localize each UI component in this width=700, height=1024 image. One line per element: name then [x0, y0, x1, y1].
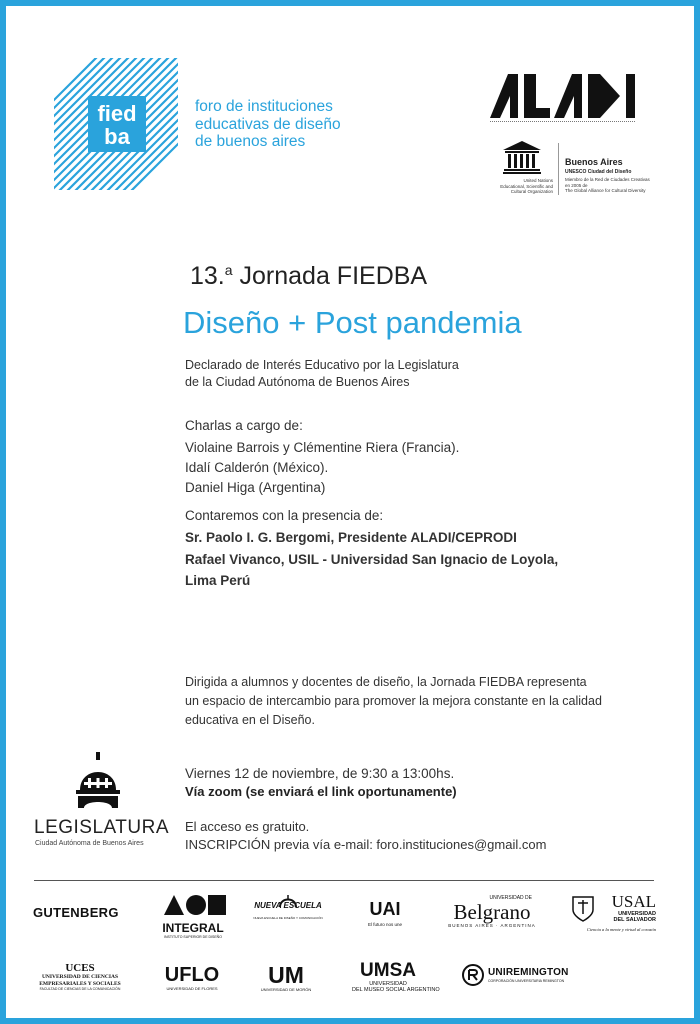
access-free-text: El acceso es gratuito.: [185, 819, 310, 834]
declaration-line: de la Ciudad Autónoma de Buenos Aires: [185, 374, 410, 389]
unesco-divider: [558, 143, 559, 195]
unesco-member-line: The Global Alliance for Cultural Diversity: [565, 188, 646, 193]
fiedba-name-line: educativas de diseño: [195, 115, 341, 133]
event-zoom-info: Vía zoom (se enviará el link oportunamente): [185, 784, 457, 799]
guest-item: Rafael Vivanco, USIL - Universidad San Ignacio de Loyola,: [185, 551, 559, 567]
integral-name: INTEGRAL: [162, 921, 224, 935]
unesco-creative-city-logo: [487, 141, 650, 201]
legislatura-name: LEGISLATURA: [34, 817, 170, 838]
sponsor-umsa-logo: [352, 960, 440, 993]
uces-tagline-line: EMPRESARIALES Y SOCIALES: [39, 980, 121, 987]
description-line: Dirigida a alumnos y docentes de diseño, la Jornada FIEDBA representa: [185, 675, 587, 689]
integral-tagline: INSTITUTO SUPERIOR DE DISEÑO: [164, 935, 222, 939]
speaker-item: Daniel Higa (Argentina): [185, 480, 326, 495]
usal-name: USAL: [611, 892, 656, 911]
integral-shapes-icon: [160, 895, 226, 915]
sponsor-um-logo: [253, 963, 319, 992]
aladi-tagline-line: [490, 121, 635, 128]
guest-item: Sr. Paolo I. G. Bergomi, Presidente ALADI/CEPRODI: [185, 530, 517, 545]
fiedba-logo: [54, 58, 178, 190]
event-headline: Diseño + Post pandemia: [183, 305, 522, 340]
uces-faculty: FACULTAD DE CIENCIAS DE LA COMUNICACIÓN: [39, 987, 121, 991]
uniremington-name: UNIREMINGTON: [488, 967, 569, 978]
fiedba-name-line: foro de instituciones: [195, 98, 333, 115]
sponsor-uai-logo: [352, 899, 418, 927]
fiedba-name-line: de buenos aires: [195, 133, 306, 150]
fiedba-full-name: [195, 98, 415, 151]
usal-tagline-line: UNIVERSIDAD: [618, 911, 656, 917]
event-description: [185, 673, 602, 730]
fiedba-logo-line-1: fied: [97, 101, 137, 126]
sponsor-gutenberg-logo: GUTENBERG: [33, 905, 119, 920]
nueva-escuela-name: NUEVA ESCUELA: [254, 901, 322, 910]
nueva-escuela-crest-icon: [250, 895, 326, 907]
uflo-tagline: UNIVERSIDAD DE FLORES: [166, 986, 218, 991]
legislatura-dome-icon: [76, 752, 120, 808]
unesco-member-text: [565, 177, 651, 194]
uces-name: UCES: [65, 962, 95, 974]
belgrano-prefix: UNIVERSIDAD DE: [489, 895, 532, 901]
edition-number: 13.: [190, 262, 225, 290]
usal-tagline-line: DEL SALVADOR: [613, 917, 656, 923]
description-line: un espacio de intercambio para promover la mejora constante en la calidad: [185, 694, 602, 708]
sponsor-uflo-logo: [160, 965, 224, 991]
fiedba-logo-line-2: ba: [104, 124, 130, 149]
um-tagline: UNIVERSIDAD DE MORÓN: [260, 987, 312, 992]
umsa-tagline-line: UNIVERSIDAD: [369, 981, 407, 987]
unesco-org-line: Cultural Organization: [510, 189, 553, 194]
legislatura-subtitle: Ciudad Autónoma de Buenos Aires: [35, 840, 144, 847]
uai-name: UAI: [369, 899, 401, 919]
unesco-org-name: [487, 178, 553, 195]
nueva-escuela-tagline: NUEVA ESCUELA DE DISEÑO Y COMUNICACIÓN: [253, 916, 323, 920]
declaration-line: Declarado de Interés Educativo por la Legislatura: [185, 358, 459, 372]
belgrano-tagline: BUENOS AIRES · ARGENTINA: [448, 923, 536, 928]
unesco-member-line: Miembro de la Red de Ciudades Creativas: [565, 177, 650, 182]
sponsor-usal-logo: [570, 893, 656, 932]
uniremington-tagline: CORPORACIÓN UNIVERSITARIA REMINGTON: [488, 979, 565, 983]
uflo-name: UFLO: [164, 964, 220, 986]
edition-ordinal: a: [224, 262, 233, 278]
um-name: UM: [268, 962, 304, 988]
speaker-item: Idalí Calderón (México).: [185, 460, 329, 475]
speakers-list: [185, 438, 459, 498]
registration-email-text[interactable]: INSCRIPCIÓN previa vía e-mail: foro.instituciones@gmail.com: [185, 837, 547, 852]
uniremington-emblem-icon: [462, 964, 484, 986]
guest-item: Lima Perú: [185, 573, 251, 588]
unesco-tagline: UNESCO Ciudad del Diseño: [565, 169, 632, 175]
sponsors-divider: [34, 880, 654, 881]
declaration-text: [185, 357, 459, 390]
unesco-city: Buenos Aires: [565, 157, 623, 167]
speaker-item: Violaine Barrois y Clémentine Riera (Francia).: [185, 440, 460, 455]
umsa-tagline-line: DEL MUSEO SOCIAL ARGENTINO: [352, 987, 440, 993]
uces-tagline-line: UNIVERSIDAD DE CIENCIAS: [41, 974, 119, 980]
presence-heading: Contaremos con la presencia de:: [185, 508, 384, 523]
event-edition-title: [190, 262, 427, 291]
unesco-org-line: United Nations: [523, 178, 553, 183]
unesco-temple-icon: [503, 141, 541, 175]
sponsor-uces-logo: [30, 962, 130, 991]
guests-list: [185, 527, 558, 592]
usal-shield-icon: [572, 896, 594, 922]
umsa-name: UMSA: [360, 960, 416, 981]
access-info: [185, 818, 546, 854]
edition-name: Jornada FIEDBA: [232, 262, 428, 290]
unesco-org-line: Educational, Scientific and: [500, 183, 553, 189]
unesco-member-line: en 2005 de: [565, 182, 588, 188]
belgrano-name: Belgrano: [453, 900, 531, 924]
sponsor-integral-logo: [160, 895, 226, 939]
uai-tagline: El futuro nos une: [367, 922, 403, 927]
sponsor-nueva-escuela-logo: [250, 895, 326, 920]
aladi-logo: [490, 74, 635, 118]
description-line: educativa en el Diseño.: [185, 713, 315, 727]
sponsor-belgrano-logo: [444, 895, 540, 928]
talks-heading: Charlas a cargo de:: [185, 418, 303, 433]
event-date: Viernes 12 de noviembre, de 9:30 a 13:00hs.: [185, 766, 455, 781]
usal-motto: Ciencia a la mente y virtud al corazón: [586, 927, 656, 932]
